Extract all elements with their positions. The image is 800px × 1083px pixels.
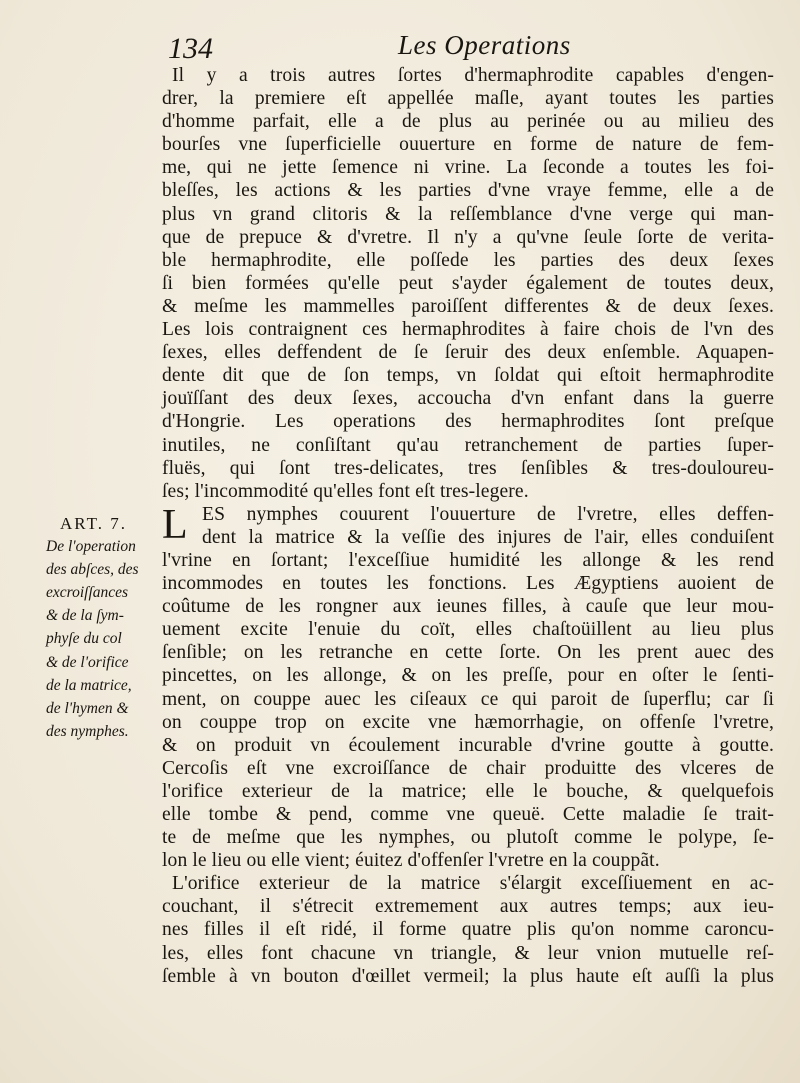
text-line: l'vrine en ſortant; l'exceſſiue humidité les allonge & les rend bbox=[162, 549, 774, 571]
text-line: bleſſes, les actions & les parties d'vne vraye femme, elle a de bbox=[162, 180, 774, 202]
text-line: que de prepuce & d'vretre. Il n'y a qu'vne ſeule ſorte de verita- bbox=[162, 226, 774, 248]
text-line: jouïſſant des deux ſexes, accoucha d'vn enfant dans la guerre bbox=[162, 388, 774, 410]
text-line: d'Hongrie. Les operations des hermaphrodites ſont preſque bbox=[162, 411, 774, 433]
text-line: ES nymphes couurent l'ouuerture de l'vretre, elles deffen- bbox=[202, 503, 774, 525]
text-line: ſes; l'incommodité qu'elles font eſt tres-legere. bbox=[162, 480, 529, 502]
text-line: Il y a trois autres ſortes d'hermaphrodite capables d'engen- bbox=[172, 65, 774, 86]
text-line: elle tombe & pend, comme vne queuë. Cette maladie ſe trait- bbox=[162, 804, 774, 825]
text-line: ment, on couppe auec les ciſeaux ce qui paroit de ſuperflu; car ſi bbox=[162, 688, 774, 710]
text-line: pincettes, on les allonge, & on les preſſe, pour en oſter le ſenti- bbox=[162, 665, 774, 687]
text-line: fluës, qui ſont tres-delicates, tres ſenſibles & tres-douloureu- bbox=[162, 457, 774, 479]
text-line: inutiles, ne conſiſtant qu'au retranchement de parties ſuper- bbox=[162, 434, 774, 456]
text-line: te de meſme que les nymphes, ou plutoſt comme le polype, ſe- bbox=[162, 827, 774, 849]
text-line: dent la matrice & la veſſie des injures de l'air, elles conduiſent bbox=[202, 526, 774, 548]
drop-cap: L bbox=[162, 501, 188, 548]
margin-line: de l'hymen & bbox=[46, 699, 129, 717]
text-line: ble hermaphrodite, elle poſſede les parties des deux ſexes bbox=[162, 249, 774, 271]
text-line: uement excite l'enuie du coït, elles chaſtoüillent au lieu plus bbox=[162, 619, 774, 641]
text-line: me, qui ne jette ſemence ni vrine. La ſeconde a toutes les foi- bbox=[162, 157, 774, 179]
article-number: ART. 7. bbox=[60, 514, 127, 533]
text-line: dente dit que de ſon temps, vn ſoldat qui eſtoit hermaphrodite bbox=[162, 365, 774, 387]
margin-line: De l'operation bbox=[46, 538, 136, 556]
text-line: incommodes en toutes les fonctions. Les Ægyptiens auoient de bbox=[162, 573, 774, 595]
text-line: on couppe trop on excite vne hæmorrhagie, on offenſe l'vretre, bbox=[162, 711, 774, 733]
margin-line: phyſe du col bbox=[46, 630, 122, 648]
text-line: l'orifice exterieur de la matrice; elle le bouche, & quelquefois bbox=[162, 780, 774, 802]
margin-line: de la matrice, bbox=[46, 676, 132, 694]
margin-line: des nymphes. bbox=[46, 722, 129, 740]
margin-line: des abſces, des bbox=[46, 561, 139, 579]
margin-line: excroiſſances bbox=[46, 584, 129, 602]
text-line: L'orifice exterieur de la matrice s'élargit exceſſiuement en ac- bbox=[172, 873, 774, 895]
page-number: 134 bbox=[168, 32, 213, 65]
margin-line: & de la ſym- bbox=[46, 607, 124, 625]
text-line: nes filles il eſt ridé, il forme quatre plis qu'on nomme caroncu- bbox=[162, 919, 774, 941]
text-line: les, elles font chacune vn triangle, & leur vnion mutuelle reſ- bbox=[162, 942, 774, 964]
text-line: d'homme parfait, elle a de plus au perinée ou au milieu des bbox=[162, 111, 774, 133]
text-line: ſenſible; on les retranche en cette ſorte. On les prent auec des bbox=[162, 642, 774, 664]
main-text bbox=[162, 64, 774, 988]
margin-note bbox=[46, 512, 156, 743]
text-line: bourſes vne ſuperficielle ouuerture en forme de nature de fem- bbox=[162, 134, 774, 156]
text-line: ſemble à vn bouton d'œillet vermeil; la plus haute eſt auſſi la plus bbox=[162, 965, 774, 987]
text-line: plus vn grand clitoris & la reſſemblance d'vne verge qui man- bbox=[162, 203, 774, 225]
text-line: Cercoſis eſt vne excroiſſance de chair produitte des vlceres de bbox=[162, 757, 774, 779]
page-header bbox=[168, 30, 768, 68]
text-line: & meſme les mammelles paroiſſent differentes & de deux ſexes. bbox=[162, 295, 774, 317]
text-line: Les lois contraignent ces hermaphrodites à faire chois de l'vn des bbox=[162, 319, 774, 341]
text-line: ſexes, elles deffendent de ſe ſeruir des deux enſemble. Aquapen- bbox=[162, 342, 774, 364]
dropcap-block bbox=[162, 503, 774, 549]
text-line: lon le lieu ou elle vient; éuitez d'offenſer l'vretre en la couppãt. bbox=[162, 850, 660, 872]
text-line: ſi bien formées qu'elle peut s'ayder également de toutes deux, bbox=[162, 272, 774, 294]
running-title: Les Operations bbox=[398, 30, 571, 60]
text-line: coûtume de les rongner aux ieunes filles, à cauſe que leur mou- bbox=[162, 596, 774, 618]
text-line: couchant, il s'étrecit extremement aux autres temps; aux ieu- bbox=[162, 896, 774, 918]
text-line: drer, la premiere eſt appellée maſle, ayant toutes les parties bbox=[162, 88, 774, 110]
margin-line: & de l'orifice bbox=[46, 653, 129, 671]
text-line: & on produit vn écoulement incurable d'vrine goutte à goutte. bbox=[162, 734, 774, 756]
